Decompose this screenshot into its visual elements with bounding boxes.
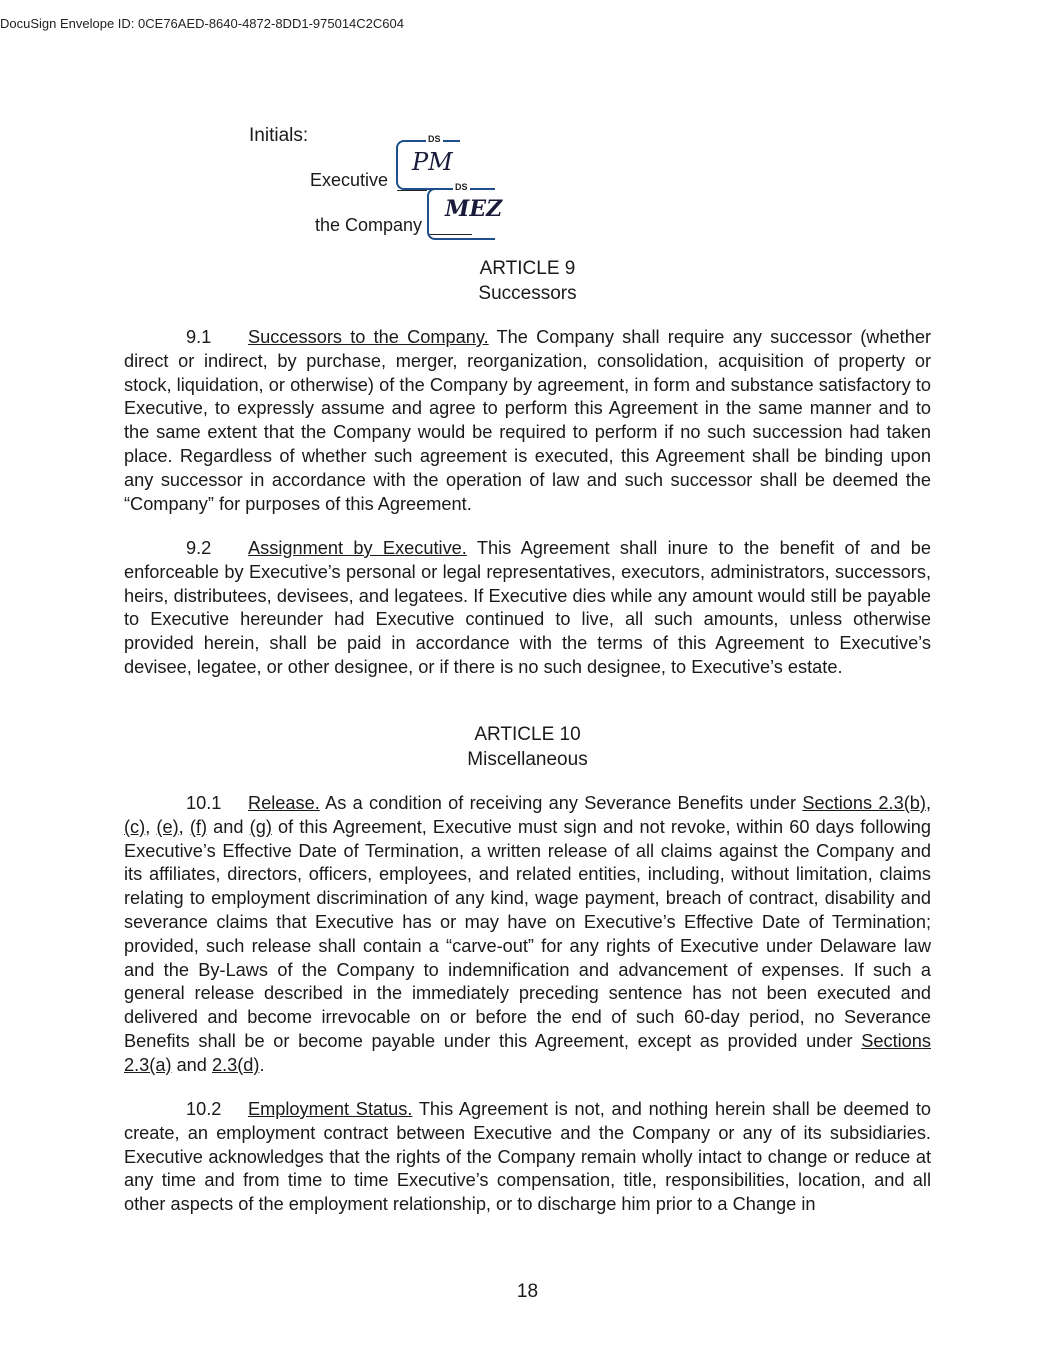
section-body: This Agreement is not, and nothing herein shall be deemed to create, an employment contract between Executive and the Company or any of its subsidiaries. Executive acknowledges that the rights of the Company remain wholly intact to change or reduce at any time and from time to time Executive’s compensation, title, responsibilities, location, and all other aspects of the employment relationship, or to discharge him prior to a Change in xyxy=(124,1099,931,1215)
section-text: and xyxy=(207,816,250,837)
section-title: Employment Status. xyxy=(248,1099,413,1119)
section-body: The Company shall require any successor (whether direct or indirect, by purchase, merger, reorganization, consolidation, acquisition of property or stock, liquidation, or otherwise) of the Company by agreement, in form and substance satisfactory to Executive, to expressly assume and agree to perform this Agreement in the same manner and to the same extent that the Company would be required to perform if no such succession had taken place. Regardless of whether such agreement is executed, this Agreement shall be binding upon any successor in accordance with the operation of law and such successor shall be deemed the “Company” for purposes of this Agreement. xyxy=(124,327,931,514)
section-reference: 2.3(d) xyxy=(211,1054,260,1075)
section-number: 9.1 xyxy=(186,327,212,347)
executive-initials-stamp xyxy=(396,134,460,190)
section-title: Successors to the Company. xyxy=(248,327,489,347)
section-reference: (g) xyxy=(249,816,272,837)
ds-tag: DS xyxy=(455,182,468,192)
initials-label: Initials: xyxy=(249,125,309,146)
section-number: 9.2 xyxy=(186,538,212,558)
section-text: . xyxy=(259,1054,265,1075)
section-10-1 xyxy=(124,792,931,1078)
section-text: , xyxy=(145,816,157,837)
section-reference: Sections 2.3(a) xyxy=(124,1030,931,1075)
section-number: 10.2 xyxy=(186,1099,222,1119)
article-10-title: Miscellaneous xyxy=(467,749,588,770)
envelope-id: DocuSign Envelope ID: 0CE76AED-8640-4872-8DD1-975014C2C604 xyxy=(0,16,404,31)
ds-tag: DS xyxy=(428,134,441,144)
article-10-heading: ARTICLE 10 xyxy=(474,724,581,745)
section-text: , xyxy=(178,816,190,837)
section-text: and xyxy=(171,1054,212,1075)
company-initials-label: the Company xyxy=(315,215,423,235)
executive-initials-line xyxy=(397,190,427,191)
company-initials-stamp xyxy=(427,182,503,240)
section-9-2 xyxy=(124,537,931,680)
section-text: As a condition of receiving any Severance Benefits under xyxy=(319,793,803,813)
section-number: 10.1 xyxy=(186,793,222,813)
section-reference: (c) xyxy=(124,816,146,837)
section-title: Assignment by Executive. xyxy=(248,538,467,558)
article-9-title: Successors xyxy=(478,283,577,304)
executive-initials-signature: PM xyxy=(412,148,453,176)
section-title: Release. xyxy=(248,793,320,813)
section-text: of this Agreement, Executive must sign and not revoke, within 60 days following Executive’s Effective Date of Termination, a written release of all claims against the Company and its affiliates, directors, officers, employees, and related entities, including, without limitation, claims relating to employment discrimination of any kind, wage payment, breach of contract, disability and severance claims that Executive has or may have on Executive’s Effective Date of Termination; provided, such release shall contain a “carve-out” for any rights of Executive under Delaware law and the By-Laws of the Company to indemnification and advancement of expenses. If such a general release described in the immediately preceding sentence has not been executed and delivered and become irrevocable on or before the end of such 60-day period, no Severance Benefits shall be or become payable under this Agreement, except as provided under xyxy=(124,816,932,1051)
section-body: This Agreement shall inure to the benefit of and be enforceable by Executive’s personal or legal representatives, executors, administrators, successors, heirs, distributees, devisees, and legatees. If Executive dies while any amount would still be payable to Executive hereunder had Executive continued to live, all such amounts, unless otherwise provided herein, shall be paid in accordance with the terms of this Agreement to Executive’s devisee, legatee, or other designee, or if there is no such designee, to Executive’s estate. xyxy=(124,538,931,677)
section-text: , xyxy=(925,793,931,813)
article-9-heading: ARTICLE 9 xyxy=(479,258,576,279)
section-9-1 xyxy=(124,326,931,516)
executive-initials-label: Executive xyxy=(310,170,389,190)
company-initials-signature: MEZ xyxy=(445,196,503,222)
section-reference: (f) xyxy=(189,816,208,837)
section-reference: Sections 2.3(b) xyxy=(802,793,926,813)
section-10-2 xyxy=(124,1098,931,1217)
page-number: 18 xyxy=(516,1281,539,1302)
section-reference: (e) xyxy=(156,816,179,837)
